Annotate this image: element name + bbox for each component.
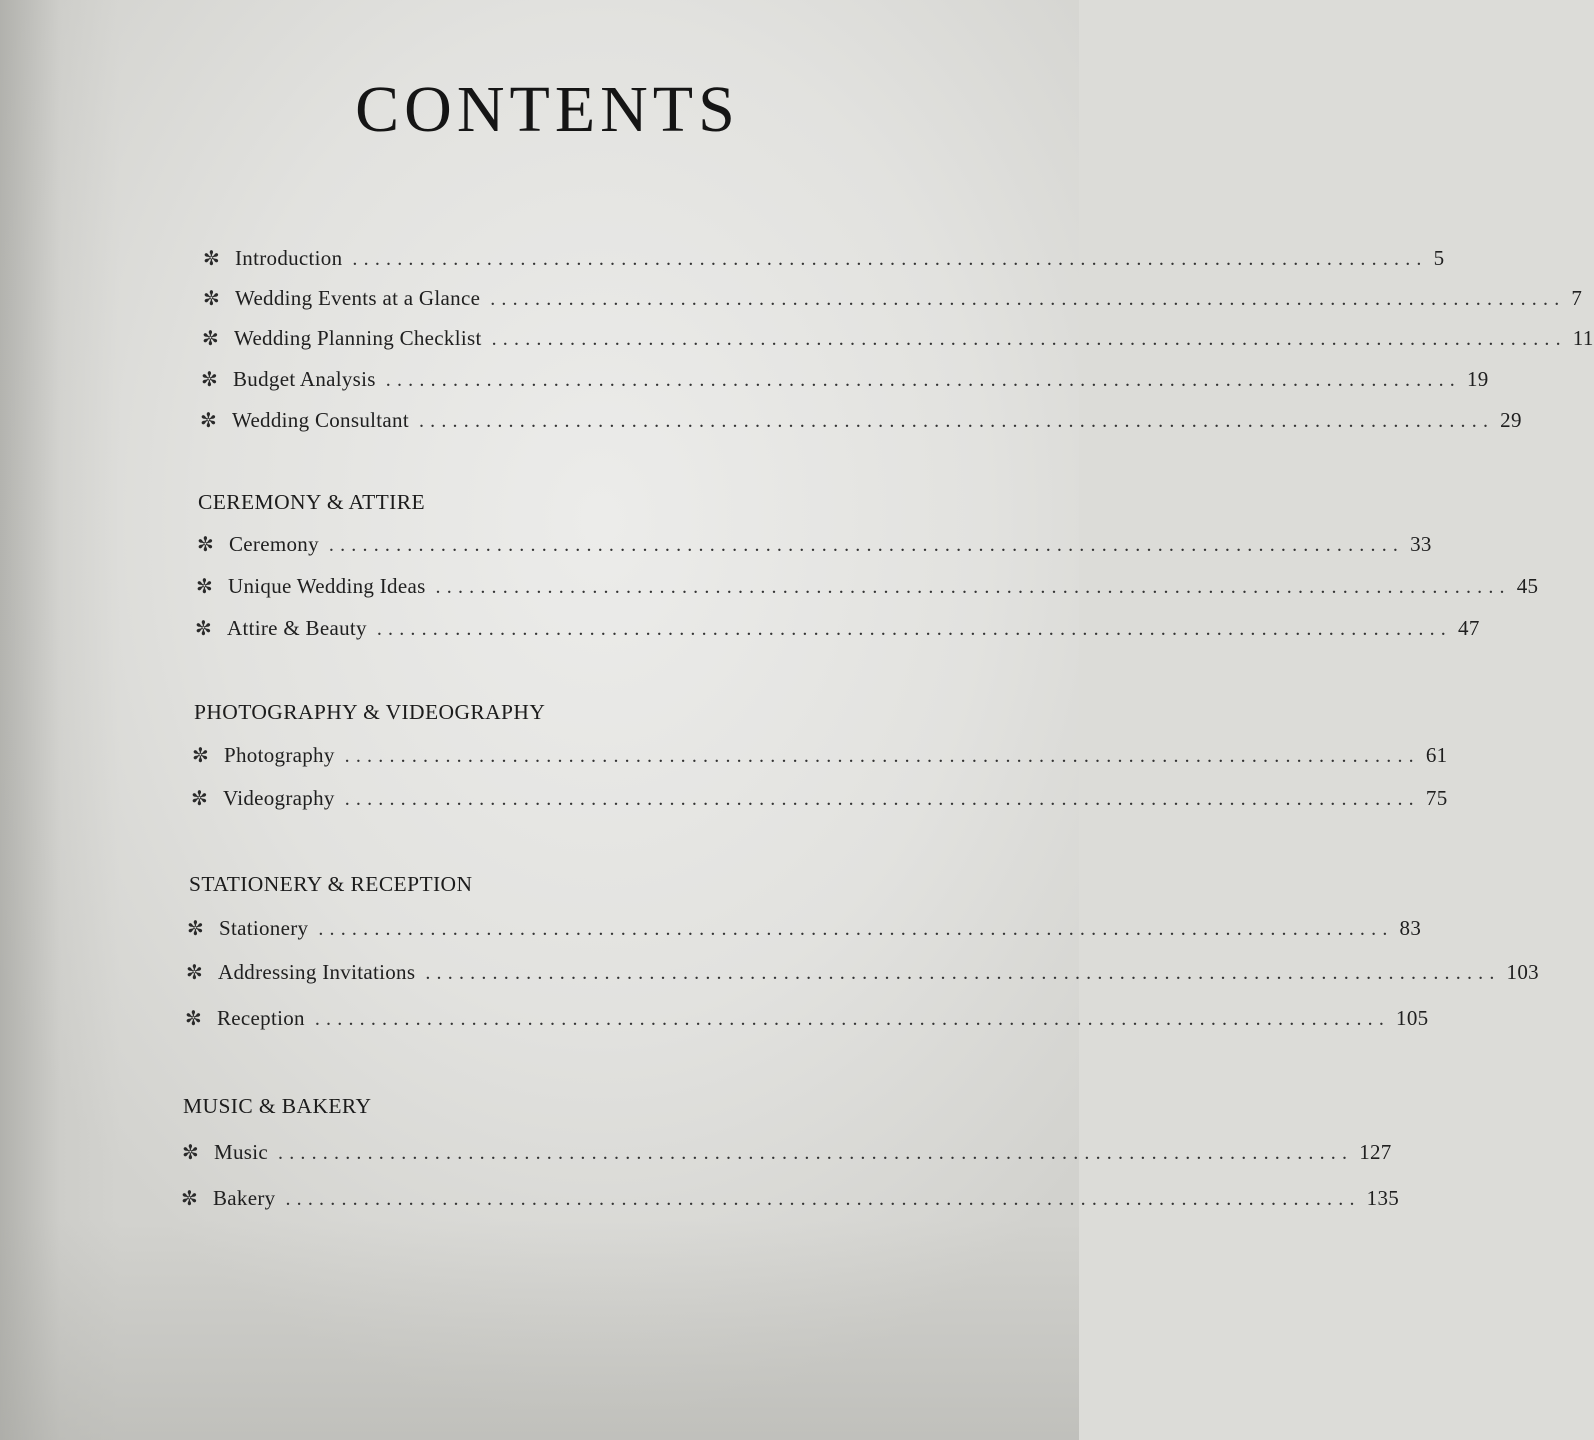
toc-entry-page: 45	[1516, 574, 1539, 598]
toc-entry-label: Attire & Beauty	[227, 616, 367, 640]
ornament-icon: ✼	[195, 618, 213, 640]
toc-entry[interactable]	[203, 286, 1583, 311]
ornament-icon: ✼	[187, 918, 205, 940]
toc-entry-page: 47	[1458, 616, 1480, 640]
dot-leader: ................................................................................................	[278, 1142, 1354, 1164]
toc-entry-label: Wedding Consultant	[232, 408, 409, 432]
toc-entry-page: 29	[1500, 408, 1522, 432]
toc-entry[interactable]	[186, 960, 1539, 985]
ornament-icon: ✼	[203, 288, 221, 310]
toc-entry-page: 105	[1396, 1006, 1429, 1030]
toc-entry-page: 135	[1366, 1186, 1400, 1210]
ornament-icon: ✼	[182, 1142, 200, 1164]
dot-leader: ................................................................................................	[435, 576, 1511, 598]
toc-entry-label: Reception	[217, 1006, 305, 1030]
toc-entry[interactable]	[185, 1006, 1429, 1031]
toc-entry[interactable]	[196, 574, 1539, 599]
page-title: CONTENTS	[355, 73, 740, 146]
ornament-icon: ✼	[181, 1188, 199, 1210]
ornament-icon: ✼	[191, 788, 209, 810]
toc-entry[interactable]	[192, 743, 1448, 768]
dot-leader: ................................................................................................	[490, 288, 1566, 310]
toc-entry-page: 7	[1571, 286, 1583, 310]
toc-entry[interactable]	[191, 786, 1448, 811]
dot-leader: ................................................................................................	[425, 962, 1501, 984]
ornament-icon: ✼	[185, 1008, 203, 1030]
dot-leader: ................................................................................................	[314, 1008, 1391, 1030]
dot-leader: ................................................................................................	[344, 745, 1420, 767]
toc-entry-label: Addressing Invitations	[218, 960, 416, 984]
ornament-icon: ✼	[196, 576, 214, 598]
section-heading: CEREMONY & ATTIRE	[198, 490, 425, 514]
dot-leader: ................................................................................................	[376, 618, 1453, 640]
toc-entry-page: 75	[1425, 786, 1448, 810]
toc-entry-label: Photography	[224, 743, 335, 767]
toc-entry-page: 33	[1410, 532, 1432, 556]
toc-entry-label: Music	[214, 1140, 268, 1164]
toc-entry-label: Videography	[223, 786, 335, 810]
section-heading: PHOTOGRAPHY & VIDEOGRAPHY	[194, 700, 546, 724]
toc-entry-label: Introduction	[235, 246, 343, 270]
ornament-icon: ✼	[197, 534, 215, 556]
section-heading: MUSIC & BAKERY	[183, 1094, 372, 1118]
ornament-icon: ✼	[202, 328, 220, 350]
toc-entry-page: 61	[1425, 743, 1448, 767]
toc-entry[interactable]	[195, 616, 1480, 641]
ornament-icon: ✼	[200, 410, 218, 432]
dot-leader: ................................................................................................	[285, 1188, 1361, 1210]
toc-entry-page: 103	[1506, 960, 1539, 984]
toc-entry[interactable]	[181, 1186, 1400, 1211]
toc-entry-label: Unique Wedding Ideas	[228, 574, 426, 598]
ornament-icon: ✼	[203, 248, 221, 270]
toc-entry-page: 5	[1433, 246, 1445, 270]
dot-leader: ................................................................................................	[328, 534, 1405, 556]
ornament-icon: ✼	[186, 962, 204, 984]
toc-entry-page: 127	[1359, 1140, 1392, 1164]
toc-entry-label: Stationery	[219, 916, 309, 940]
dot-leader: ................................................................................................	[318, 918, 1394, 940]
toc-entry[interactable]	[187, 916, 1422, 941]
toc-entry-page: 19	[1466, 367, 1489, 391]
dot-leader: ................................................................................................	[385, 369, 1461, 391]
toc-entry-label: Budget Analysis	[233, 367, 376, 391]
ornament-icon: ✼	[192, 745, 210, 767]
dot-leader: ................................................................................................	[491, 328, 1567, 350]
dot-leader: ................................................................................................	[344, 788, 1420, 810]
toc-entry-label: Wedding Planning Checklist	[234, 326, 482, 350]
toc-entry-page: 11	[1572, 326, 1594, 350]
toc-entry[interactable]	[201, 367, 1489, 392]
toc-entry[interactable]	[203, 246, 1445, 271]
toc-entry-label: Ceremony	[229, 532, 319, 556]
dot-leader: ................................................................................................	[352, 248, 1428, 270]
toc-entry-label: Bakery	[213, 1186, 276, 1210]
ornament-icon: ✼	[201, 369, 219, 391]
toc-entry-page: 83	[1399, 916, 1422, 940]
toc-entry[interactable]	[202, 326, 1594, 351]
toc-entry-label: Wedding Events at a Glance	[235, 286, 481, 310]
toc-entry[interactable]	[200, 408, 1522, 433]
toc-entry[interactable]	[182, 1140, 1392, 1165]
dot-leader: ................................................................................................	[418, 410, 1495, 432]
section-heading: STATIONERY & RECEPTION	[189, 872, 473, 896]
toc-entry[interactable]	[197, 532, 1432, 557]
